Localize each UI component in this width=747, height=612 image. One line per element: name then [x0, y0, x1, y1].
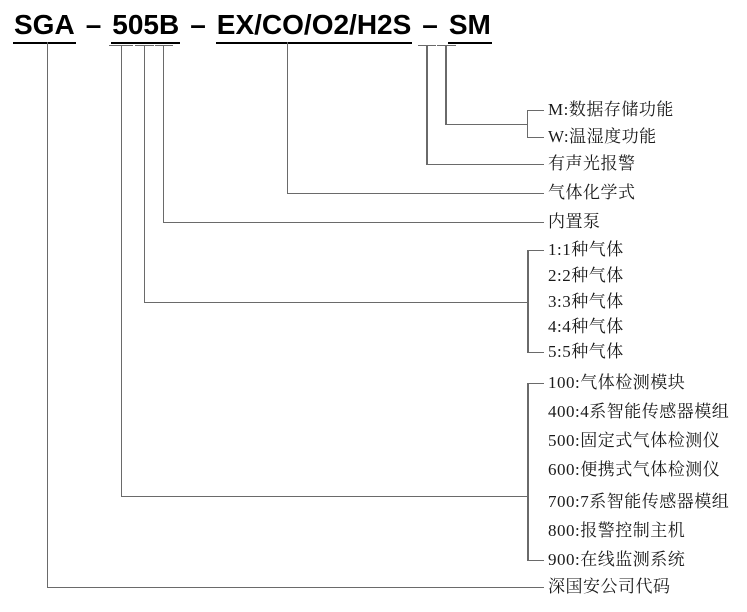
tick-m-storage: [527, 110, 544, 112]
label-temp-humidity: W:温湿度功能: [548, 127, 657, 146]
line-pump-horizontal: [163, 222, 544, 224]
line-series-horizontal: [121, 496, 528, 498]
label-gas-count-5: 5:5种气体: [548, 342, 624, 361]
line-mw-horizontal: [445, 124, 527, 126]
tick-series-bottom: [527, 560, 544, 562]
line-gascount-vertical: [144, 45, 146, 302]
model-separator: –: [85, 9, 102, 40]
tick-505b-suffix: [155, 45, 173, 47]
model-separator: –: [190, 9, 206, 40]
label-series-600: 600:便携式气体检测仪: [548, 460, 721, 479]
line-alarm-horizontal: [426, 164, 544, 166]
line-gascount-horizontal: [144, 302, 528, 304]
label-series-900: 900:在线监测系统: [548, 550, 686, 569]
tick-gascount-top: [527, 250, 544, 252]
model-part-brand: SGA: [13, 10, 76, 44]
line-mw-vertical: [445, 45, 447, 124]
model-code: [13, 10, 492, 44]
label-series-700: 700:7系智能传感器模组: [548, 492, 730, 511]
model-part-gases: EX/CO/O2/H2S: [216, 10, 413, 44]
line-alarm-vertical: [426, 45, 428, 164]
bracket-mw: [527, 110, 529, 138]
tick-gascount-bottom: [527, 352, 544, 354]
label-series-100: 100:气体检测模块: [548, 373, 686, 392]
label-sound-light-alarm: 有声光报警: [548, 154, 636, 173]
label-gas-formula: 气体化学式: [548, 183, 636, 202]
bracket-gascount: [527, 250, 529, 353]
model-part-options: SM: [448, 10, 492, 44]
line-pump-vertical: [163, 45, 165, 222]
label-data-storage: M:数据存储功能: [548, 100, 674, 119]
line-series-vertical: [121, 45, 123, 496]
model-part-series: 505B: [111, 10, 180, 44]
label-company-code: 深国安公司代码: [548, 577, 671, 596]
line-sga-vertical: [47, 42, 49, 587]
label-series-500: 500:固定式气体检测仪: [548, 431, 721, 450]
label-builtin-pump: 内置泵: [548, 212, 601, 231]
label-series-400: 400:4系智能传感器模组: [548, 402, 730, 421]
label-gas-count-3: 3:3种气体: [548, 292, 624, 311]
bracket-series: [527, 383, 529, 561]
line-formula-horizontal: [287, 193, 544, 195]
label-gas-count-4: 4:4种气体: [548, 317, 624, 336]
tick-series-top: [527, 383, 544, 385]
line-formula-vertical: [287, 42, 289, 193]
label-series-800: 800:报警控制主机: [548, 521, 686, 540]
label-gas-count-1: 1:1种气体: [548, 240, 624, 259]
line-company-horizontal: [47, 587, 544, 589]
tick-w-humidity: [527, 137, 544, 139]
model-separator: –: [422, 9, 438, 40]
label-gas-count-2: 2:2种气体: [548, 266, 624, 285]
